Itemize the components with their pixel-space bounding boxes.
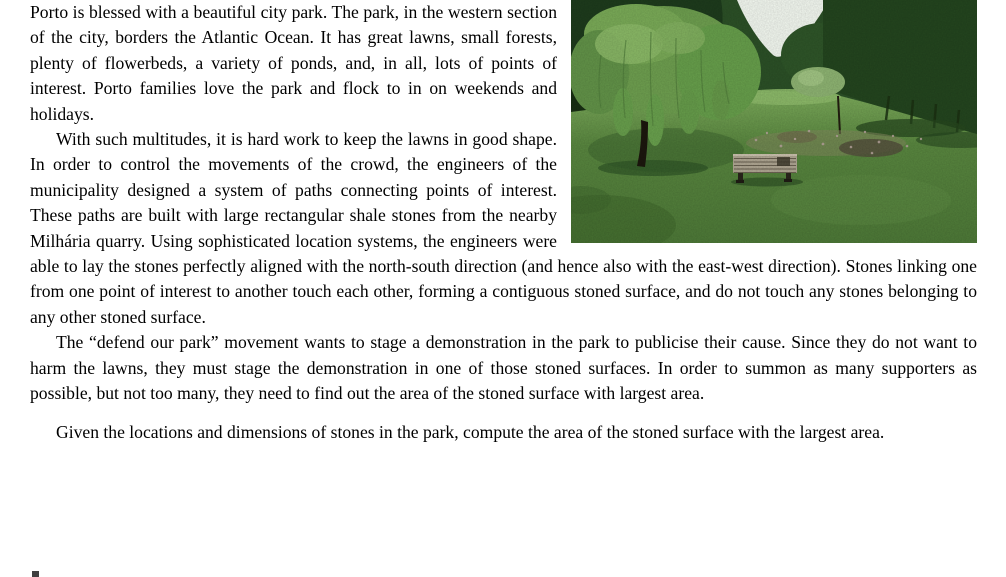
- photo-grain-overlay: [571, 0, 977, 243]
- paragraph-task: Given the locations and dimensions of stones in the park, compute the area of the stoned surface with the largest area.: [56, 421, 885, 442]
- cutoff-text-fragment: [32, 571, 39, 577]
- paragraph-paths: With such multitudes, it is hard work to keep the lawns in good shape. In order to control the movements of the crowd, the engineers of the municipality designed a system of paths connecting points of interest. These paths are built with large rectangular shale stones from the nearby Milhária quarry. Using sophisticated location systems, the engineers were able to lay the stones perfectly aligned with the north-south direction (and hence also with the east-west direction). Stones linking one from one point of interest to another touch each other, forming a contiguous stoned surface, and do not touch any stones belonging to any other stoned surface.: [30, 129, 977, 327]
- paragraph-demonstration: The “defend our park” movement wants to stage a demonstration in the park to publicise their cause. Since they do not want to harm the lawns, they must stage the demonstration in one of those stoned surfaces. In order to summon as many supporters as possible, but not too many, they need to find out the area of the stoned surface with largest area.: [30, 332, 977, 404]
- park-photo: [571, 0, 977, 243]
- paragraph-intro: Porto is blessed with a beautiful city park. The park, in the western section of the city, borders the Atlantic Ocean. It has great lawns, small forests, plenty of flowerbeds, a variety of ponds, and, in all, lots of points of interest. Porto families love the park and flock to in on weekends and holidays.: [30, 2, 557, 124]
- park-photo-image: [571, 0, 977, 243]
